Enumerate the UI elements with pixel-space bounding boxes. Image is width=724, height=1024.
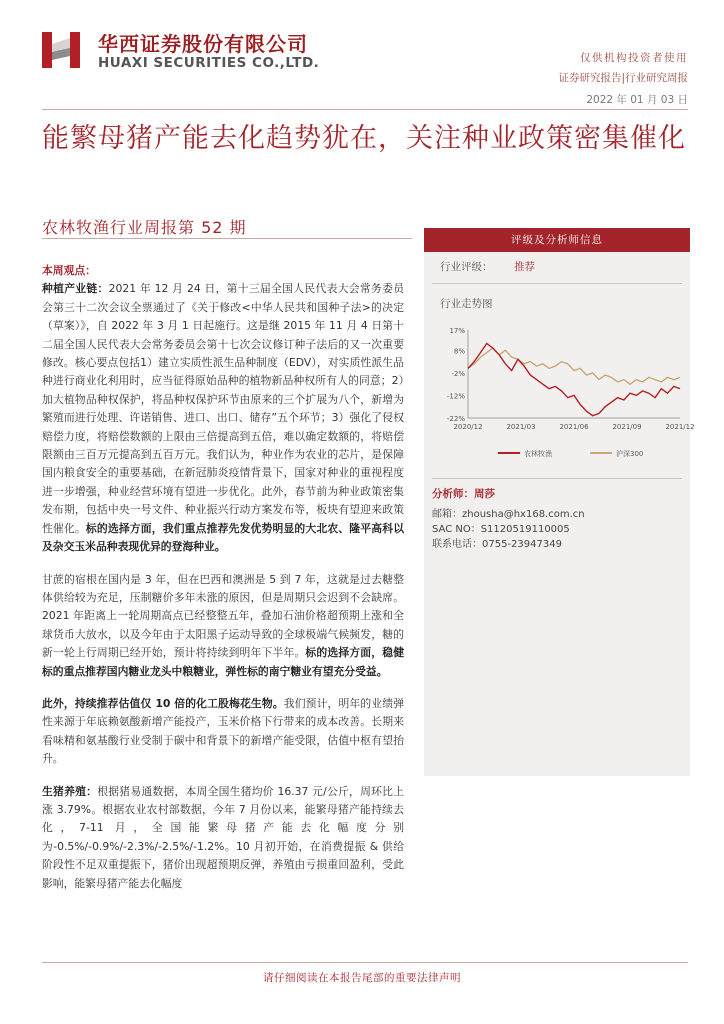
- analyst-email: 邮箱：zhousha@hx168.com.cn: [432, 509, 585, 520]
- huaxi-logo-icon: [42, 30, 82, 70]
- legal-notice: 请仔细阅读在本报告尾部的重要法律声明: [263, 972, 461, 984]
- chart-y-tick-label: 8%: [453, 347, 465, 356]
- report-subtitle: 农林牧渔行业周报第 52 期: [42, 218, 247, 237]
- footer-divider: [42, 962, 688, 963]
- chart-divider: [432, 478, 682, 479]
- report-type: 证券研究报告|行业研究周报: [558, 72, 688, 84]
- chart-y-tick-label: -2%: [451, 369, 465, 378]
- report-body: [42, 262, 404, 907]
- header-divider: [42, 109, 688, 110]
- analyst-name: 分析师：周莎: [432, 488, 495, 500]
- paragraph-chemical: [42, 695, 404, 769]
- chart-x-tick-label: 2021/09: [612, 423, 642, 431]
- planting-lead: 种植产业链：: [42, 282, 109, 296]
- report-title: 能繁母猪产能去化趋势犹在，关注种业政策密集催化: [42, 123, 686, 154]
- subtitle-divider: [42, 238, 412, 239]
- legend-label: 沪深300: [616, 450, 644, 458]
- company-name-cn: 华西证券股份有限公司: [98, 32, 308, 56]
- chart-y-tick-label: -12%: [446, 392, 465, 401]
- report-date: 2022 年 01 月 03 日: [586, 94, 688, 106]
- sugar-picks: 标的选择方面，稳健标的重点推荐国内糖业龙头中粮糖业，弹性标的南宁糖业有望充分受益。: [42, 646, 405, 678]
- company-name-en: HUAXI SECURITIES CO.,LTD.: [98, 55, 320, 71]
- trend-label: 行业走势图: [440, 298, 493, 310]
- hog-lead: 生猪养殖：: [42, 784, 98, 798]
- rating-label: 行业评级：: [440, 261, 493, 273]
- chart-x-tick-label: 2021/12: [665, 423, 695, 431]
- chart-y-tick-label: -22%: [446, 415, 465, 423]
- paragraph-planting: [42, 280, 404, 556]
- paragraph-hog: [42, 783, 404, 893]
- panel-title: 评级及分析师信息: [424, 228, 690, 252]
- analyst-sac: SAC NO：S1120519110005: [432, 524, 570, 535]
- chart-series-line: [468, 348, 680, 384]
- chart-x-tick-label: 2021/03: [506, 423, 536, 431]
- legend-label: 农林牧渔: [524, 450, 552, 458]
- paragraph-sugar: [42, 571, 404, 681]
- rating-value: 推荐: [514, 261, 535, 273]
- planting-picks: 标的选择方面，我们重点推荐先发优势明显的大北农、隆平高科以及杂交玉米品种表现优异的登海种业。: [42, 521, 405, 554]
- planting-text: 2021 年 12 月 24 日，第十三届全国人民代表大会常务委员会第三十二次会议全票通过了《关于修改<中华人民共和国种子法>的决定（草案）》，自 2022 年 3 月 1 日起施行。这是继 2015 年 11 月 4 日第十二届全国人民代表大会常务委员会第十七次会议修订种子法后的又一次重要修改。核心要点包括1）建立实质性派生品种制度（EDV），对实质性派生品种进行商业化利用时，应当征得原始品种的植物新品种权所有人的同意；2）加大植物品种权保护，将品种权保护环节由原来的三个扩展为八个，新增为繁殖而进行处理、许诺销售、进口、出口、储存”五个环节；3）强化了侵权赔偿力度，将赔偿数额的上限由三倍提高到五倍，难以确定数额的，将赔偿限额由三百万元提高到五百万元。我们认为，种业作为农业的芯片，是保障国内粮食安全的重要基础，在新冠肺炎疫情背景下，国家对种业的重视程度进一步增强，种业经营环境有望进一步优化。此外，春节前为种业政策密集发布期，包括中央一号文件、种业振兴行动方案发布等，板块有望迎来政策性催化。: [42, 282, 405, 535]
- chart-y-tick-label: 17%: [449, 327, 465, 335]
- chart-x-tick-label: 2021/06: [559, 423, 589, 431]
- hog-text: 根据猪易通数据，本周全国生猪均价 16.37 元/公斤，周环比上涨 3.79%。根据农业农村部数据，今年 7 月份以来，能繁母猪产能持续去化，7-11 月，全国能繁母猪产能去化幅度分别为-0.5%/-0.9%/-2.3%/-2.5%/-1.2%。10 月初开始，在消费提振 & 供给阶段性不足双重提振下，猪价出现超预期反弹，养殖由亏损重回盈利，受此影响，能繁母猪产能去化幅度: [42, 784, 405, 890]
- rating-divider: [432, 283, 682, 284]
- chart-x-tick-label: 2020/12: [453, 423, 483, 431]
- analyst-phone: 联系电话：0755-23947349: [432, 539, 562, 550]
- audience-tag: 仅供机构投资者使用: [580, 52, 688, 64]
- industry-trend-chart: [440, 320, 695, 470]
- chemical-text: 我们预计，明年的业绩弹性来源于年底赖氨酸新增产能投产，玉米价格下行带来的成本改善。长期来看味精和氨基酸行业受制于碳中和背景下的新增产能受限，估值中枢有望抬升。: [42, 696, 404, 766]
- section-heading: 本周观点：: [42, 264, 96, 277]
- sugar-text: 甘蔗的宿根在国内是 3 年，但在巴西和澳洲是 5 到 7 年，这就是过去糖整体供给较为充足，压制糖价多年未涨的原因，但是周期只会迟到不会缺席。2021 年距离上一轮周期高点已经整整五年，叠加石油价格超预期上涨和全球货币大放水，以及今年由于太阳黑子运动导致的全球极端气候频发，糖的新一轮上行周期已经开始，预计将持续到明年下半年。: [42, 572, 404, 660]
- chemical-lead: 此外，持续推荐估值仅 10 倍的化工股梅花生物。: [42, 696, 284, 710]
